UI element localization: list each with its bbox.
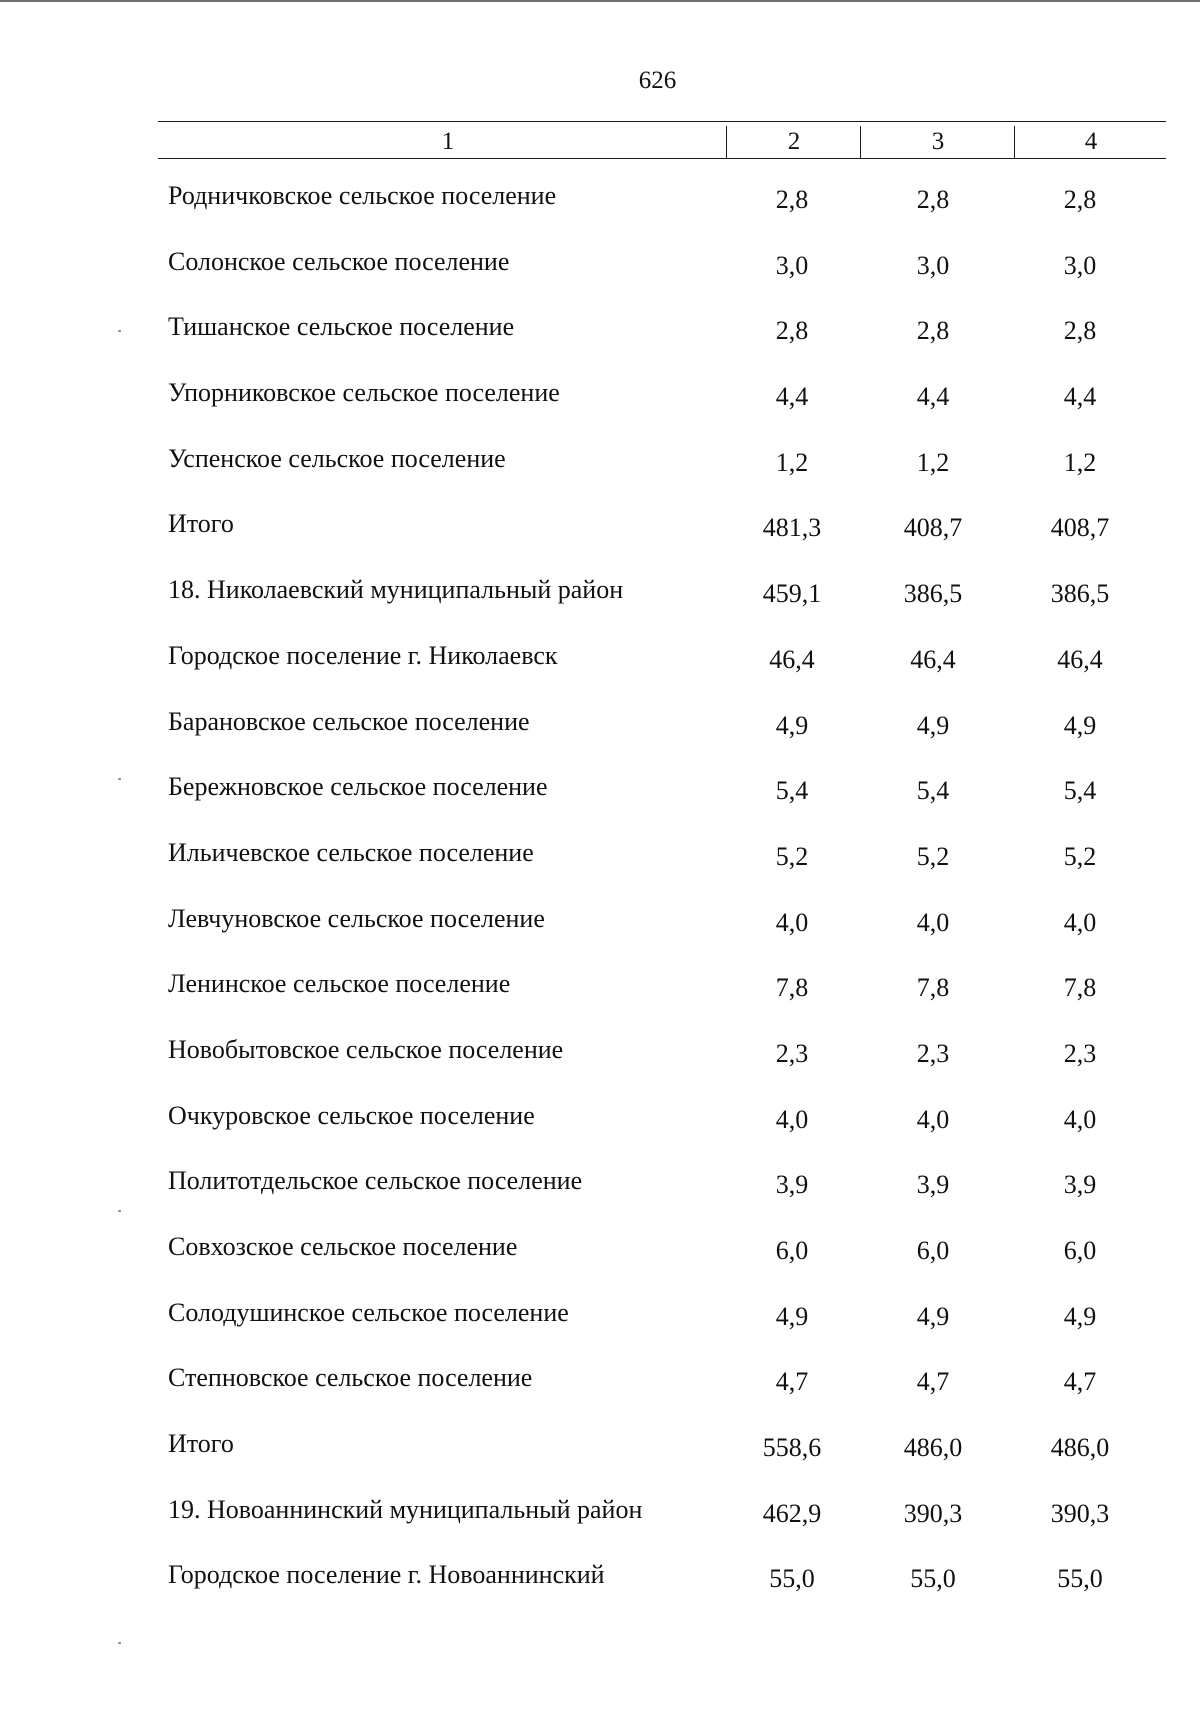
row-name: Ильичевское сельское поселение [168,837,534,867]
table-row [0,1358,1200,1424]
value-col-4: 7,8 [1063,973,1097,1003]
row-name: Солонское сельское поселение [168,246,510,276]
value-col-3: 4,4 [916,382,950,412]
value-col-3: 4,7 [916,1367,950,1397]
row-name: Городское поселение г. Новоаннинский [168,1560,605,1590]
value-col-4: 2,8 [1063,185,1097,214]
row-name: Очкуровское сельское поселение [168,1100,535,1130]
row-name: Степновское сельское поселение [168,1363,533,1393]
row-name: Бережновское сельское поселение [168,772,548,802]
value-col-4: 2,8 [1063,316,1097,346]
value-col-2: 4,4 [775,382,809,412]
value-col-4: 390,3 [1050,1498,1110,1528]
table-row [0,1555,1200,1621]
table-row [0,176,1200,242]
table-top-rule [158,121,1166,122]
value-col-4: 4,4 [1063,382,1097,412]
value-col-3: 5,4 [916,776,950,806]
table-row [0,1030,1200,1096]
value-col-3: 3,9 [916,1170,950,1200]
value-col-4: 4,9 [1063,710,1097,740]
value-col-3: 4,0 [916,1104,950,1134]
column-header-2: 2 [726,126,861,158]
value-col-2: 2,8 [775,185,809,214]
table-row [0,439,1200,505]
value-col-3: 4,9 [916,1301,950,1331]
value-col-2: 558,6 [762,1433,822,1463]
value-col-3: 3,0 [916,250,950,280]
value-col-2: 2,8 [775,316,809,346]
table-row [0,242,1200,308]
row-name: Итого [168,509,234,539]
row-name: Новобытовское сельское поселение [168,1034,564,1064]
value-col-3: 390,3 [903,1498,963,1528]
row-name: Левчуновское сельское поселение [168,903,545,933]
row-name: Успенское сельское поселение [168,443,506,473]
column-header-3: 3 [860,126,1015,158]
value-col-2: 4,0 [775,1104,809,1134]
column-header-1: 1 [441,128,455,155]
table-row [0,767,1200,833]
table-row [0,373,1200,439]
value-col-2: 1,2 [775,447,809,477]
row-name: Упорниковское сельское поселение [168,378,560,408]
table-row [0,702,1200,768]
table-row [0,1227,1200,1293]
table-row [0,1096,1200,1162]
table-row [0,307,1200,373]
table-row [0,899,1200,965]
value-col-2: 3,0 [775,250,809,280]
value-col-4: 4,0 [1063,907,1097,937]
value-col-4: 1,2 [1063,447,1097,477]
table-body [0,176,1200,1621]
value-col-3: 1,2 [916,447,950,477]
value-col-3: 2,8 [916,185,950,214]
value-col-3: 4,0 [916,907,950,937]
value-col-4: 4,7 [1063,1367,1097,1397]
value-col-2: 5,2 [775,841,809,871]
margin-mark [118,1642,121,1644]
value-col-2: 55,0 [769,1564,815,1594]
value-col-4: 3,9 [1063,1170,1097,1200]
row-name: Совхозское сельское поселение [168,1232,518,1261]
scan-edge-line [0,0,1200,2]
row-name: Родничковское сельское поселение [168,181,557,210]
value-col-2: 4,7 [775,1367,809,1397]
value-col-3: 386,5 [903,579,963,609]
value-col-4: 408,7 [1050,513,1110,543]
value-col-3: 5,2 [916,841,950,871]
value-col-4: 55,0 [1057,1564,1103,1594]
row-name: Тишанское сельское поселение [168,312,515,342]
value-col-4: 6,0 [1063,1236,1097,1265]
row-name: Политотдельское сельское поселение [168,1166,583,1196]
value-col-4: 4,9 [1063,1301,1097,1331]
table-row [0,1161,1200,1227]
row-name: Барановское сельское поселение [168,706,530,736]
value-col-2: 46,4 [769,644,815,674]
value-col-2: 5,4 [775,776,809,806]
table-row-district [0,1490,1200,1556]
value-col-3: 408,7 [903,513,963,543]
table-row [0,1293,1200,1359]
value-col-3: 2,3 [916,1038,950,1068]
row-name: Городское поселение г. Николаевск [168,640,558,670]
table-row [0,636,1200,702]
value-col-3: 486,0 [903,1433,963,1463]
value-col-4: 5,2 [1063,841,1097,871]
value-col-2: 3,9 [775,1170,809,1200]
table-row-total [0,1424,1200,1490]
value-col-2: 2,3 [775,1038,809,1068]
table-row-district [0,570,1200,636]
value-col-4: 5,4 [1063,776,1097,806]
column-header-4: 4 [1014,126,1167,158]
table-row [0,833,1200,899]
row-name: Ленинское сельское поселение [168,969,511,999]
value-col-2: 7,8 [775,973,809,1003]
value-col-4: 2,3 [1063,1038,1097,1068]
value-col-4: 3,0 [1063,250,1097,280]
table-row [0,964,1200,1030]
value-col-3: 55,0 [910,1564,956,1594]
value-col-2: 4,9 [775,710,809,740]
value-col-2: 4,9 [775,1301,809,1331]
value-col-3: 6,0 [916,1236,950,1265]
value-col-3: 2,8 [916,316,950,346]
value-col-3: 7,8 [916,973,950,1003]
value-col-2: 6,0 [775,1236,809,1265]
value-col-2: 4,0 [775,907,809,937]
value-col-4: 386,5 [1050,579,1110,609]
value-col-2: 481,3 [762,513,822,543]
value-col-2: 459,1 [762,579,822,609]
row-name: 19. Новоаннинский муниципальный район [168,1494,643,1524]
row-name: Итого [168,1429,234,1459]
value-col-3: 4,9 [916,710,950,740]
value-col-4: 46,4 [1057,644,1103,674]
table-header [158,126,1166,159]
value-col-2: 462,9 [762,1498,822,1528]
row-name: 18. Николаевский муниципальный район [168,575,624,605]
page-number: 626 [638,67,677,94]
table-row-total [0,504,1200,570]
value-col-4: 486,0 [1050,1433,1110,1463]
row-name: Солодушинское сельское поселение [168,1297,569,1327]
value-col-4: 4,0 [1063,1104,1097,1134]
value-col-3: 46,4 [910,644,956,674]
